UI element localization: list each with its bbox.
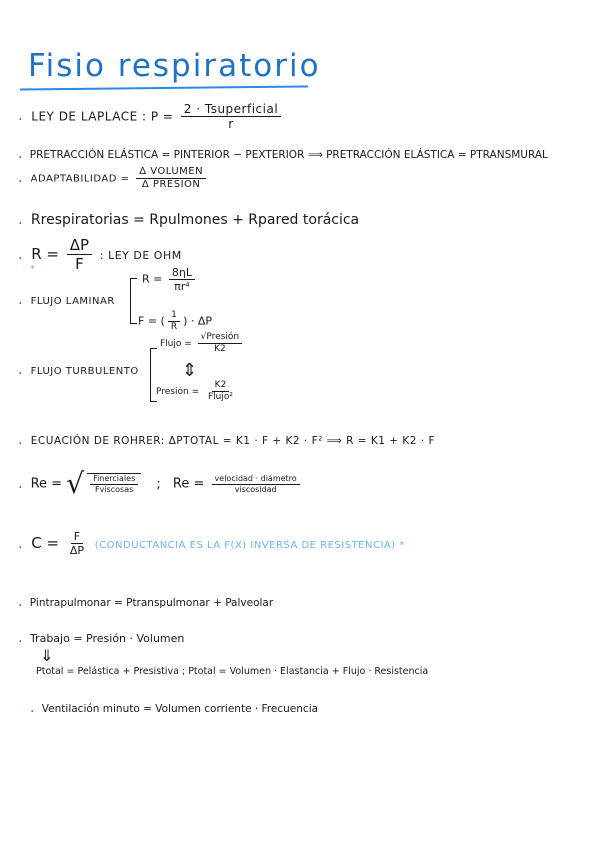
bullet: . [18, 362, 23, 378]
trabajo-expansion: Ptotal = Pelástica + Presistiva ; Ptotal = Volumen · Elastancia + Flujo · Resistencia [36, 666, 429, 677]
reynolds-denominator: Fviscosas [95, 485, 134, 494]
laminar-bracket [130, 278, 137, 324]
ohm-fraction [67, 236, 92, 273]
turbulento-presion-denominator: Flujo² [208, 391, 233, 402]
conductancia-line [18, 530, 405, 557]
resistencias-formula: Rrespiratorias = Rpulmones + Rpared torácica [30, 212, 360, 228]
ohm-denominator: F [75, 255, 84, 273]
retraccion-line [18, 146, 548, 162]
turbulento-arrow: ⇕ [182, 360, 198, 381]
laminar-r-lhs: R = [142, 272, 163, 286]
bullet: . [18, 594, 23, 610]
laminar-f-rhs: · ΔP [190, 314, 213, 328]
laminar-r-fraction [169, 266, 195, 293]
adaptabilidad-denominator: Δ PRESIÓN [141, 179, 201, 190]
laplace-denominator: r [228, 117, 234, 132]
ohm-lhs: R = [31, 245, 59, 263]
reynolds-numerator: Finerciales [90, 474, 138, 485]
laplace-fraction [181, 102, 281, 132]
bullet: . [18, 432, 23, 448]
turbulento-presion-fraction [205, 380, 236, 403]
laminar-line [18, 292, 115, 308]
turbulento-flujo-denominator: K2 [214, 343, 226, 354]
bullet: . [18, 630, 23, 646]
turbulento-flujo-lhs: Flujo = [160, 338, 192, 349]
trabajo-line [18, 630, 184, 646]
intrapulmonar-line [18, 594, 273, 610]
bullet: . [18, 292, 23, 308]
intrapulmonar-formula: Pintrapulmonar = Ptranspulmonar + Palveolar [29, 597, 274, 609]
conductancia-denominator: ΔP [69, 544, 84, 558]
adaptabilidad-numerator: Δ VOLUMEN [136, 166, 206, 179]
ohm-star: * [30, 264, 35, 275]
turbulento-presion-lhs: Presión = [156, 386, 200, 397]
rohrer-line [18, 432, 435, 448]
bullet: . [18, 475, 23, 492]
reynolds-fraction [87, 473, 141, 494]
ohm-label: : LEY DE OHM [99, 249, 182, 262]
ventilacion-formula: Ventilación minuto = Volumen corriente · Frecuencia [41, 703, 319, 715]
bullet: . [18, 146, 23, 162]
rohrer-formula: ECUACIÓN DE ROHRER: ΔPTOTAL = K1 · F + K2 · F² ⟹ R = K1 + K2 · F [30, 435, 435, 447]
turbulento-label: FLUJO TURBULENTO [30, 366, 139, 377]
bullet: . [18, 212, 23, 228]
turbulento-presion [156, 380, 239, 403]
laplace-lhs: P = [150, 109, 174, 124]
laminar-f-numerator: 1 [168, 310, 180, 322]
resistencias-line [18, 212, 359, 228]
conductancia-note: (CONDUCTANCIA ES LA F(X) INVERSA DE RESISTENCIA) * [94, 540, 405, 552]
retraccion-formula: PRETRACCIÓN ELÁSTICA = PINTERIOR − PEXTERIOR ⟹ PRETRACCIÓN ELÁSTICA = PTRANSMURAL [29, 149, 548, 161]
bullet: . [18, 247, 23, 263]
ohm-numerator: ΔP [67, 236, 92, 255]
ventilacion-line [30, 700, 318, 716]
turbulento-presion-numerator: K2 [212, 380, 230, 392]
sqrt-icon: √ [66, 467, 85, 500]
adaptabilidad-label: ADAPTABILIDAD = [30, 173, 130, 185]
laplace-label: LEY DE LAPLACE : [31, 109, 147, 124]
laminar-f-denominator: R [170, 321, 178, 332]
turbulento-flujo [160, 332, 245, 355]
laminar-f-lhs: F = [138, 314, 158, 328]
bullet: . [30, 700, 35, 716]
laminar-flow: F = ( $\frac{1}{R}$ ) · ΔP [138, 310, 213, 332]
adaptabilidad-line [18, 166, 209, 191]
trabajo-formula: Trabajo = Presión · Volumen [29, 632, 185, 645]
adaptabilidad-fraction [136, 166, 206, 191]
laplace-line [18, 102, 284, 132]
laminar-f-fraction [168, 310, 180, 333]
reynolds-lhs2: Re = [172, 476, 205, 492]
laminar-label: FLUJO LAMINAR [30, 296, 115, 307]
laminar-r-numerator: 8ηL [169, 266, 195, 280]
reynolds-lhs: Re = [30, 476, 63, 492]
reynolds-line [18, 467, 303, 500]
reynolds-fraction2 [212, 474, 300, 494]
reynolds-numerator2: velocidad · diámetro [212, 474, 300, 485]
conductancia-lhs: C = [31, 534, 60, 553]
bullet: . [18, 169, 23, 186]
page-title: Fisio respiratorio [28, 48, 321, 84]
bullet: . [18, 108, 23, 125]
conductancia-fraction [67, 530, 87, 557]
laplace-numerator: 2 · Tsuperficial [181, 102, 281, 117]
turbulento-line [18, 362, 139, 378]
reynolds-separator: ; [156, 476, 161, 492]
laminar-resistance [142, 266, 198, 293]
turbulento-flujo-numerator: √Presión [198, 332, 242, 344]
laminar-r-denominator: πr⁴ [174, 280, 190, 294]
conductancia-numerator: F [71, 530, 83, 544]
reynolds-denominator2: viscosidad [234, 484, 277, 494]
trabajo-arrow: ⇓ [40, 646, 54, 665]
title-underline [20, 85, 308, 90]
turbulento-flujo-fraction [198, 332, 242, 355]
bullet: . [18, 536, 23, 553]
